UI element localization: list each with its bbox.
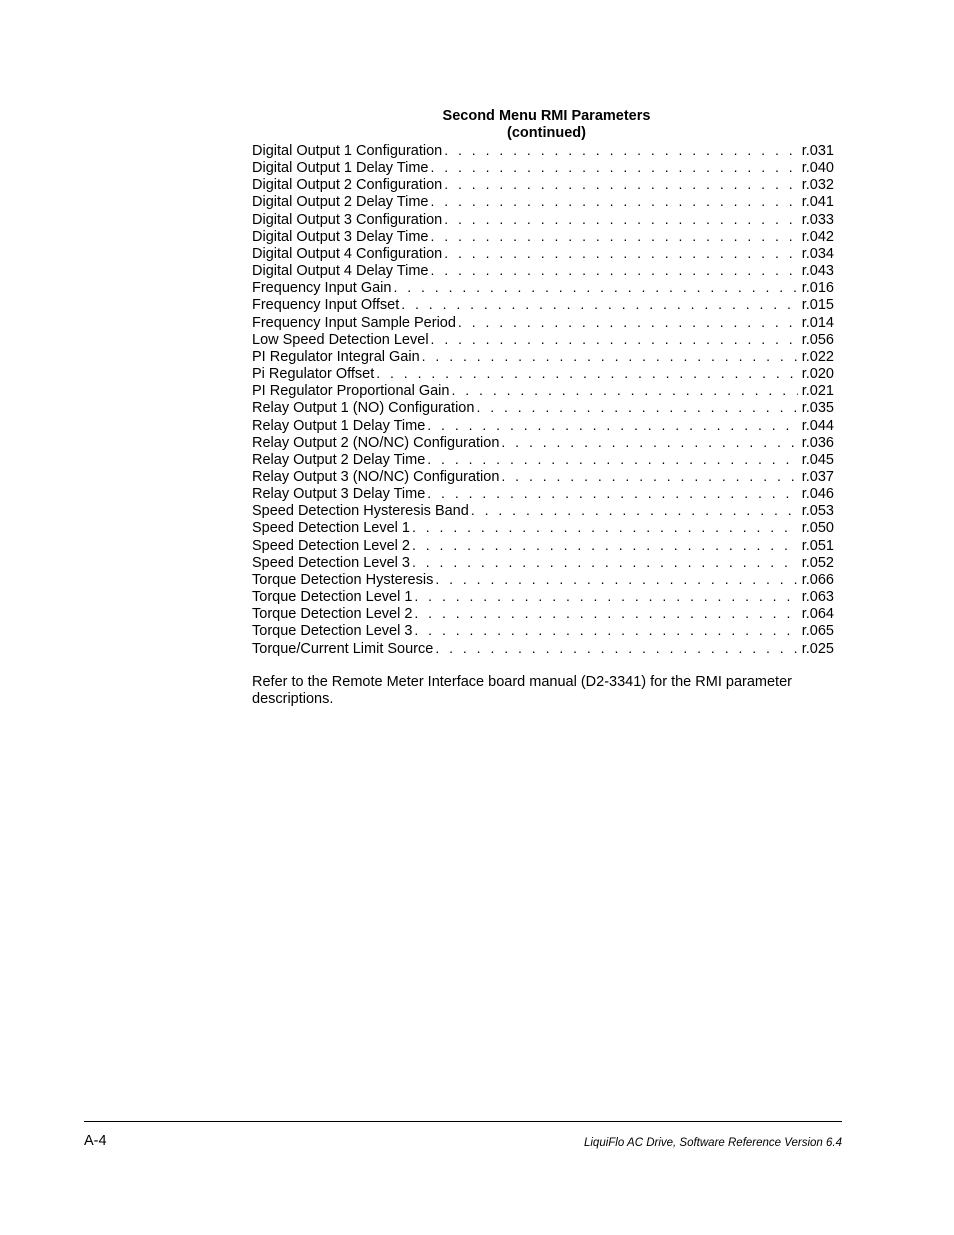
dot-leader bbox=[451, 382, 797, 399]
parameter-code: r.033 bbox=[801, 211, 834, 228]
parameter-name: Digital Output 1 Delay Time bbox=[252, 160, 429, 177]
parameter-entry bbox=[252, 622, 834, 639]
parameter-entry bbox=[252, 399, 834, 416]
parameter-name: Relay Output 2 (NO/NC) Configuration bbox=[252, 434, 500, 451]
parameter-name: Digital Output 3 Configuration bbox=[252, 211, 443, 228]
dot-leader bbox=[444, 176, 798, 193]
dot-leader bbox=[431, 193, 798, 210]
dot-leader bbox=[431, 159, 798, 176]
dot-leader bbox=[412, 537, 798, 554]
parameter-name: Relay Output 2 Delay Time bbox=[252, 451, 426, 468]
parameter-name: Torque Detection Level 1 bbox=[252, 589, 413, 606]
parameter-code: r.052 bbox=[801, 554, 834, 571]
parameter-entry bbox=[252, 417, 834, 434]
dot-leader bbox=[422, 348, 798, 365]
parameter-name: Speed Detection Level 1 bbox=[252, 520, 410, 537]
parameter-entry bbox=[252, 331, 834, 348]
parameter-name: Digital Output 1 Configuration bbox=[252, 143, 443, 159]
parameter-entry bbox=[252, 382, 834, 399]
parameter-name: PI Regulator Integral Gain bbox=[252, 348, 420, 365]
parameter-entry bbox=[252, 468, 834, 485]
parameter-entry bbox=[252, 348, 834, 365]
parameter-name: Speed Detection Level 2 bbox=[252, 537, 410, 554]
parameter-code: r.037 bbox=[801, 468, 834, 485]
parameter-code: r.065 bbox=[801, 623, 834, 640]
parameter-name: Frequency Input Offset bbox=[252, 297, 400, 314]
parameter-index-list bbox=[252, 142, 834, 657]
dot-leader bbox=[427, 451, 797, 468]
dot-leader bbox=[471, 502, 798, 519]
parameter-name: Pi Regulator Offset bbox=[252, 366, 375, 383]
parameter-entry bbox=[252, 434, 834, 451]
dot-leader bbox=[414, 622, 797, 639]
parameter-code: r.044 bbox=[801, 417, 834, 434]
parameter-code: r.041 bbox=[801, 194, 834, 211]
parameter-entry bbox=[252, 537, 834, 554]
parameter-name: Speed Detection Level 3 bbox=[252, 554, 410, 571]
dot-leader bbox=[393, 279, 797, 296]
parameter-entry bbox=[252, 159, 834, 176]
parameter-name: Torque Detection Level 2 bbox=[252, 606, 413, 623]
parameter-code: r.043 bbox=[801, 263, 834, 280]
parameter-name: Torque Detection Level 3 bbox=[252, 623, 413, 640]
parameter-entry bbox=[252, 365, 834, 382]
parameter-name: Relay Output 1 (NO) Configuration bbox=[252, 400, 475, 417]
parameter-code: r.063 bbox=[801, 589, 834, 606]
parameter-name: Digital Output 2 Configuration bbox=[252, 177, 443, 194]
parameter-code: r.053 bbox=[801, 503, 834, 520]
parameter-name: Frequency Input Gain bbox=[252, 280, 392, 297]
dot-leader bbox=[444, 142, 798, 159]
parameter-name: Digital Output 4 Delay Time bbox=[252, 263, 429, 280]
parameter-entry bbox=[252, 262, 834, 279]
parameter-code: r.056 bbox=[801, 331, 834, 348]
parameter-code: r.032 bbox=[801, 177, 834, 194]
dot-leader bbox=[427, 417, 797, 434]
parameter-entry bbox=[252, 176, 834, 193]
parameter-name: Low Speed Detection Level bbox=[252, 331, 429, 348]
dot-leader bbox=[401, 296, 798, 313]
parameter-code: r.016 bbox=[801, 280, 834, 297]
parameter-name: Relay Output 1 Delay Time bbox=[252, 417, 426, 434]
parameter-name: Torque/Current Limit Source bbox=[252, 640, 434, 657]
dot-leader bbox=[501, 434, 797, 451]
dot-leader bbox=[476, 399, 797, 416]
parameter-entry bbox=[252, 142, 834, 159]
dot-leader bbox=[431, 228, 798, 245]
dot-leader bbox=[414, 605, 797, 622]
parameter-code: r.022 bbox=[801, 348, 834, 365]
dot-leader bbox=[427, 485, 797, 502]
parameter-code: r.015 bbox=[801, 297, 834, 314]
parameter-entry bbox=[252, 193, 834, 210]
parameter-code: r.021 bbox=[801, 383, 834, 400]
dot-leader bbox=[435, 640, 797, 657]
parameter-name: Digital Output 3 Delay Time bbox=[252, 228, 429, 245]
footer-document-title: LiquiFlo AC Drive, Software Reference Version 6.4 bbox=[583, 1137, 842, 1149]
parameter-entry bbox=[252, 605, 834, 622]
dot-leader bbox=[431, 331, 798, 348]
parameter-code: r.045 bbox=[801, 451, 834, 468]
parameter-name: Digital Output 4 Configuration bbox=[252, 245, 443, 262]
parameter-entry bbox=[252, 211, 834, 228]
parameter-entry bbox=[252, 554, 834, 571]
parameter-entry bbox=[252, 279, 834, 296]
dot-leader bbox=[444, 245, 798, 262]
parameter-entry bbox=[252, 519, 834, 536]
parameter-entry bbox=[252, 502, 834, 519]
parameter-code: r.046 bbox=[801, 486, 834, 503]
parameter-entry bbox=[252, 485, 834, 502]
parameter-code: r.034 bbox=[801, 245, 834, 262]
parameter-code: r.025 bbox=[801, 640, 834, 657]
parameter-name: Frequency Input Sample Period bbox=[252, 314, 456, 331]
parameter-name: PI Regulator Proportional Gain bbox=[252, 383, 450, 400]
parameter-entry bbox=[252, 314, 834, 331]
parameter-name: Digital Output 2 Delay Time bbox=[252, 194, 429, 211]
parameter-code: r.020 bbox=[801, 366, 834, 383]
dot-leader bbox=[376, 365, 798, 382]
dot-leader bbox=[458, 314, 798, 331]
parameter-entry bbox=[252, 588, 834, 605]
section-title: Second Menu RMI Parameters bbox=[442, 108, 651, 124]
parameter-name: Relay Output 3 Delay Time bbox=[252, 486, 426, 503]
dot-leader bbox=[431, 262, 798, 279]
parameter-entry bbox=[252, 296, 834, 313]
dot-leader bbox=[414, 588, 797, 605]
parameter-entry bbox=[252, 245, 834, 262]
parameter-code: r.035 bbox=[801, 400, 834, 417]
parameter-name: Relay Output 3 (NO/NC) Configuration bbox=[252, 468, 500, 485]
parameter-code: r.051 bbox=[801, 537, 834, 554]
dot-leader bbox=[412, 554, 798, 571]
parameter-entry bbox=[252, 571, 834, 588]
dot-leader bbox=[444, 211, 798, 228]
parameter-name: Torque Detection Hysteresis bbox=[252, 571, 434, 588]
reference-note: Refer to the Remote Meter Interface board manual (D2-3341) for the RMI parameter descriptions. bbox=[252, 674, 792, 707]
parameter-code: r.036 bbox=[801, 434, 834, 451]
dot-leader bbox=[501, 468, 797, 485]
section-subtitle: (continued) bbox=[507, 125, 586, 141]
dot-leader bbox=[435, 571, 797, 588]
parameter-code: r.042 bbox=[801, 228, 834, 245]
parameter-entry bbox=[252, 228, 834, 245]
parameter-entry bbox=[252, 451, 834, 468]
dot-leader bbox=[412, 519, 798, 536]
section-heading bbox=[252, 108, 841, 142]
parameter-entry bbox=[252, 640, 834, 657]
parameter-code: r.064 bbox=[801, 606, 834, 623]
parameter-code: r.014 bbox=[801, 314, 834, 331]
parameter-code: r.066 bbox=[801, 571, 834, 588]
parameter-name: Speed Detection Hysteresis Band bbox=[252, 503, 469, 520]
footer-divider bbox=[84, 1121, 842, 1122]
parameter-code: r.031 bbox=[801, 143, 834, 159]
parameter-code: r.040 bbox=[801, 160, 834, 177]
parameter-code: r.050 bbox=[801, 520, 834, 537]
page-number: A-4 bbox=[84, 1133, 107, 1149]
